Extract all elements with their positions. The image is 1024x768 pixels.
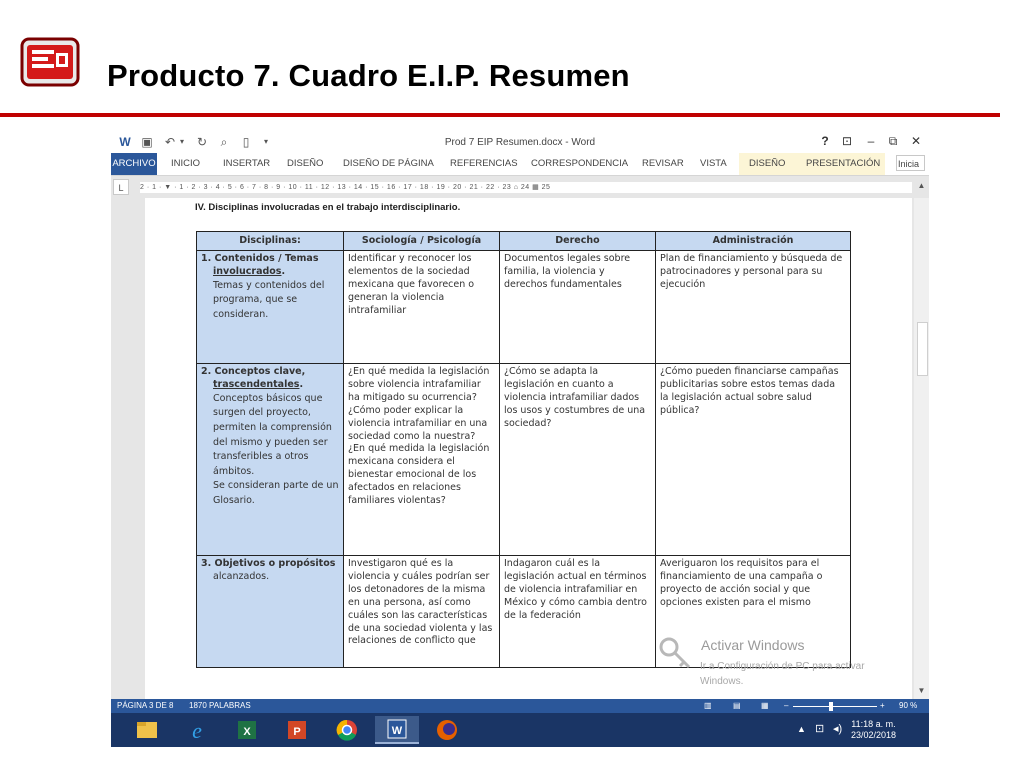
svg-text:P: P bbox=[293, 726, 301, 738]
row-label-objetivos[interactable] bbox=[197, 556, 344, 668]
slide-title: Producto 7. Cuadro E.I.P. Resumen bbox=[107, 58, 630, 93]
cell-sociologia-objetivos[interactable]: Investigaron qué es la violencia y cuáles podrían ser los detonadores de la misma en una persona, así como cuáles son las características de una sociedad violenta y las relaciones de conflicto que bbox=[344, 556, 500, 668]
cell-sociologia-contenidos[interactable]: Identificar y reconocer los elementos de la sociedad mexicana que favorecen o generan la violencia intrafamiliar bbox=[344, 251, 500, 364]
row-label-underlined: trascendentales. bbox=[213, 378, 304, 390]
excel-icon[interactable] bbox=[225, 716, 269, 744]
sign-in-button[interactable]: Inicia bbox=[896, 155, 925, 171]
row-label-conceptos[interactable] bbox=[197, 364, 344, 556]
page-count[interactable]: PÁGINA 3 DE 8 bbox=[117, 701, 174, 710]
ribbon-display-button[interactable]: ⊡ bbox=[841, 134, 853, 148]
row-label-extra: Se consideran parte de un Glosario. bbox=[213, 480, 339, 506]
print-layout-icon[interactable]: ▤ bbox=[733, 701, 741, 710]
header-administracion[interactable]: Administración bbox=[656, 232, 851, 251]
header-sociologia-psicologia[interactable]: Sociología / Psicología bbox=[344, 232, 500, 251]
powerpoint-icon[interactable] bbox=[275, 716, 319, 744]
row-label-description: alcanzados. bbox=[213, 570, 270, 582]
redo-icon[interactable]: ↻ bbox=[196, 135, 208, 149]
tab-insertar[interactable]: INSERTAR bbox=[223, 158, 271, 169]
save-icon[interactable]: ▣ bbox=[141, 135, 153, 149]
row-label-contenidos[interactable] bbox=[197, 251, 344, 364]
minimize-button[interactable]: – bbox=[867, 134, 875, 148]
help-button[interactable]: ? bbox=[821, 134, 829, 148]
row-label-title: 2. Conceptos clave, bbox=[201, 366, 306, 377]
tab-archivo[interactable]: ARCHIVO bbox=[111, 153, 157, 175]
table-row bbox=[197, 251, 851, 364]
tray-expand-icon[interactable]: ▲ bbox=[797, 724, 806, 734]
zoom-out-button[interactable]: – bbox=[784, 701, 789, 710]
undo-icon[interactable]: ↶ bbox=[164, 135, 176, 149]
presentation-logo-icon bbox=[18, 33, 82, 91]
activation-watermark-title: Activar Windows bbox=[701, 637, 805, 653]
tab-revisar[interactable]: REVISAR bbox=[642, 158, 684, 169]
table-header-row bbox=[197, 232, 851, 251]
chrome-icon[interactable] bbox=[325, 716, 369, 744]
windows-taskbar bbox=[111, 713, 929, 747]
cell-derecho-contenidos[interactable]: Documentos legales sobre familia, la violencia y derechos fundamentales bbox=[500, 251, 656, 364]
zoom-slider[interactable] bbox=[793, 706, 877, 707]
tab-referencias[interactable]: REFERENCIAS bbox=[450, 158, 518, 169]
undo-dropdown-icon[interactable]: ▾ bbox=[179, 137, 184, 146]
system-clock[interactable]: 11:18 a. m. 23/02/2018 bbox=[850, 719, 896, 740]
horizontal-ruler[interactable]: 2 · 1 · ▼ · 1 · 2 · 3 · 4 · 5 · 6 · 7 · 8 · 9 · 10 · 11 · 12 · 13 · 14 · 15 · 16 · 17 · 18 · 19 · 20 · 21 · 22 · 23 ⌂ 24 ▦ 25 bbox=[140, 182, 912, 193]
tab-presentacion[interactable]: PRESENTACIÓN bbox=[806, 158, 881, 169]
cell-derecho-objetivos[interactable]: Indagaron cuál es la legislación actual en términos de violencia intrafamiliar en México y cómo cambia dentro de la federación bbox=[500, 556, 656, 668]
tab-diseno[interactable]: DISEÑO bbox=[287, 158, 324, 169]
network-icon[interactable]: ⊡ bbox=[815, 723, 825, 735]
maximize-button[interactable]: ⧉ bbox=[888, 134, 898, 148]
word-app-icon[interactable]: W bbox=[119, 135, 131, 149]
key-icon bbox=[657, 635, 695, 673]
title-bar bbox=[111, 132, 929, 153]
header-disciplinas[interactable]: Disciplinas: bbox=[197, 232, 344, 251]
cell-administracion-objetivos[interactable]: Averiguaron los requisitos para el financiamiento de una campaña o proyecto de acción social y que opciones existen para el mismo bbox=[656, 556, 851, 668]
window-title: Prod 7 EIP Resumen.docx - Word bbox=[444, 137, 596, 148]
zoom-slider-thumb[interactable] bbox=[829, 702, 833, 711]
header-derecho[interactable]: Derecho bbox=[500, 232, 656, 251]
eip-table bbox=[196, 231, 851, 668]
file-explorer-icon[interactable] bbox=[125, 716, 169, 744]
new-document-icon[interactable]: ▯ bbox=[242, 135, 250, 149]
row-label-description: Conceptos básicos que surgen del proyecto, permiten la comprensión del mismo y pueden ser transferibles a otros ámbitos. bbox=[213, 392, 332, 477]
row-label-description: Temas y contenidos del programa, que se consideran. bbox=[213, 279, 325, 320]
svg-text:X: X bbox=[243, 726, 251, 738]
scroll-down-icon[interactable]: ▼ bbox=[917, 686, 926, 695]
svg-text:W: W bbox=[391, 725, 403, 737]
word-window bbox=[111, 132, 929, 747]
firefox-icon[interactable] bbox=[425, 716, 469, 744]
svg-text:e: e bbox=[192, 718, 202, 743]
tab-inicio[interactable]: INICIO bbox=[171, 158, 201, 169]
ribbon-tabs bbox=[111, 153, 929, 176]
close-button[interactable]: ✕ bbox=[910, 134, 922, 148]
cell-derecho-conceptos[interactable]: ¿Cómo se adapta la legislación en cuanto a violencia intrafamiliar dados los usos y costumbres de una sociedad? bbox=[500, 364, 656, 556]
zoom-level[interactable]: 90 % bbox=[899, 701, 918, 710]
tab-selector[interactable]: L bbox=[113, 179, 129, 195]
row-label-underlined: involucrados. bbox=[213, 265, 286, 277]
read-mode-icon[interactable]: ▥ bbox=[704, 701, 712, 710]
tab-table-diseno[interactable]: DISEÑO bbox=[749, 158, 786, 169]
activation-watermark-text: Ir a Configuración de PC para activar Windows. bbox=[700, 661, 865, 687]
zoom-in-button[interactable]: + bbox=[880, 701, 885, 710]
row-label-title: 1. Contenidos / Temas bbox=[201, 253, 319, 264]
row-label-title: 3. Objetivos o propósitos bbox=[201, 558, 336, 569]
internet-explorer-icon[interactable] bbox=[175, 716, 219, 744]
title-divider bbox=[0, 113, 1000, 117]
print-preview-icon[interactable]: ⌕ bbox=[220, 135, 228, 149]
status-bar bbox=[111, 699, 929, 713]
vertical-scrollbar[interactable] bbox=[914, 198, 929, 699]
word-count[interactable]: 1870 PALABRAS bbox=[189, 701, 251, 710]
ruler-bar bbox=[111, 176, 929, 198]
cell-administracion-contenidos[interactable]: Plan de financiamiento y búsqueda de patrocinadores y personal para su ejecución bbox=[656, 251, 851, 364]
scroll-up-icon[interactable]: ▲ bbox=[917, 181, 926, 190]
cell-administracion-conceptos[interactable]: ¿Cómo pueden financiarse campañas publicitarias sobre estos temas dada la legislación actual sobre salud pública? bbox=[656, 364, 851, 556]
cell-sociologia-conceptos[interactable]: ¿En qué medida la legislación sobre violencia intrafamiliar ha mitigado su ocurrencia? ¿Cómo poder explicar la violencia intrafamiliar en una sociedad como la nuestra? ¿En qué medida la legislación mexicana considera el bienestar emocional de los afectados en relaciones familiares violentas? bbox=[344, 364, 500, 556]
tab-diseno-de-pagina[interactable]: DISEÑO DE PÁGINA bbox=[343, 158, 434, 169]
volume-icon[interactable]: ◂) bbox=[833, 723, 843, 735]
tab-correspondencia[interactable]: CORRESPONDENCIA bbox=[531, 158, 629, 169]
customize-toolbar-icon[interactable]: ▾ bbox=[263, 137, 268, 146]
web-layout-icon[interactable]: ▦ bbox=[761, 701, 769, 710]
section-heading: IV. Disciplinas involucradas en el trabajo interdisciplinario. bbox=[195, 202, 461, 213]
tab-vista[interactable]: VISTA bbox=[700, 158, 727, 169]
word-icon[interactable] bbox=[375, 716, 419, 744]
scrollbar-thumb[interactable] bbox=[917, 322, 928, 376]
table-row bbox=[197, 364, 851, 556]
